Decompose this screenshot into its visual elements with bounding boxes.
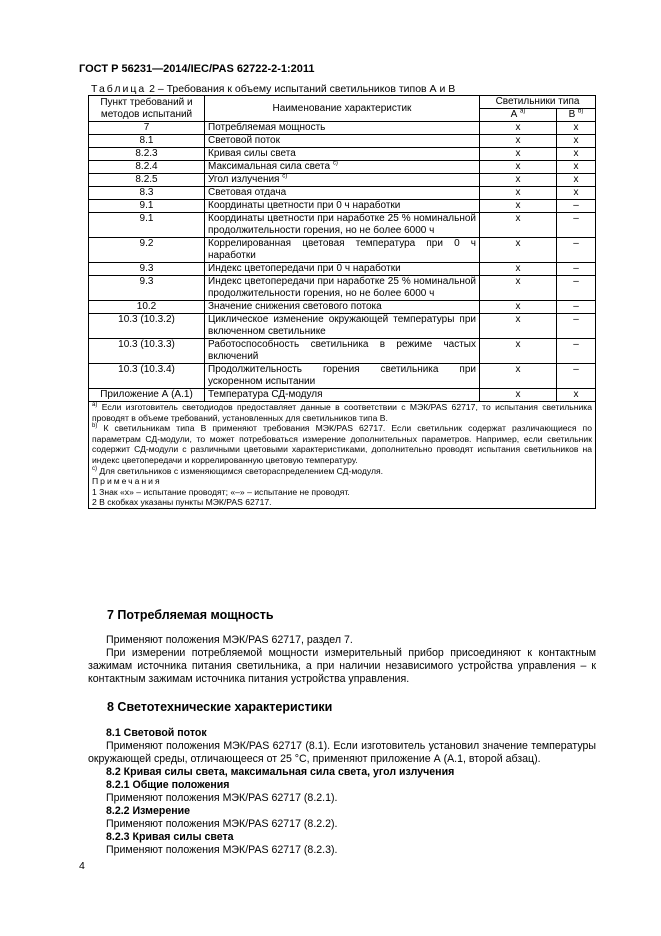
table-row — [89, 314, 596, 339]
type-b-cell: – — [557, 238, 596, 263]
characteristic-cell: Координаты цветности при 0 ч наработки — [205, 200, 480, 213]
characteristic-cell: Коррелированная цветовая температура при 0 ч наработки — [205, 238, 480, 263]
clause-cell: 9.3 — [89, 263, 205, 276]
clause-cell: 9.3 — [89, 276, 205, 301]
characteristic-cell: Потребляемая мощность — [205, 122, 480, 135]
type-a-cell: x — [480, 148, 557, 161]
type-a-cell: x — [480, 135, 557, 148]
heading-8-2-2: 8.2.2 Измерение — [106, 805, 191, 817]
characteristic-cell: Температура СД-модуля — [205, 389, 480, 402]
document-header: ГОСТ Р 56231—2014/IEC/PAS 62722-2-1:2011 — [79, 63, 315, 75]
clause-cell: 9.1 — [89, 213, 205, 238]
type-b-cell: – — [557, 200, 596, 213]
notes-heading: Примечания — [92, 476, 162, 487]
heading-8-2-3: 8.2.3 Кривая силы света — [106, 831, 234, 843]
characteristic-cell: Кривая силы света — [205, 148, 480, 161]
para-8-1: Применяют положения МЭК/PAS 62717 (8.1). Если изготовитель установил значение температуры окружающей среды, отличающееся от 25 °С, применяют приложение А (А.1, второй абзац). — [88, 740, 596, 765]
section-8-title: 8 Светотехнические характеристики — [107, 700, 333, 714]
type-b-cell: x — [557, 122, 596, 135]
characteristic-cell: Максимальная сила света $^{c)}$ — [205, 161, 480, 174]
type-a-cell: x — [480, 174, 557, 187]
type-b-cell: – — [557, 301, 596, 314]
type-b-cell: – — [557, 314, 596, 339]
table-row — [89, 187, 596, 200]
header-characteristics: Наименование характеристик — [205, 96, 480, 122]
header-type-a: А $^{а)}$ — [480, 109, 557, 122]
table-row — [89, 339, 596, 364]
type-a-cell: x — [480, 364, 557, 389]
characteristic-cell: Индекс цветопередачи при 0 ч наработки — [205, 263, 480, 276]
characteristic-cell: Значение снижения светового потока — [205, 301, 480, 314]
section-7-p2: При измерении потребляемой мощности измерительный прибор присоединяют к контактным зажимам источника питания светильника, а при наличии независимого устройства управления – к контактным зажимам источника питания устройства управления. — [88, 647, 596, 685]
table-row — [89, 213, 596, 238]
clause-cell: 10.3 (10.3.2) — [89, 314, 205, 339]
type-a-cell: x — [480, 314, 557, 339]
caption-text: 2 – Требования к объему испытаний светильников типов А и В — [146, 83, 456, 95]
section-8-body — [88, 727, 596, 857]
table-row — [89, 135, 596, 148]
footnote-b: К светильникам типа В применяют требования МЭК/PAS 62717. Если светильник содержат различающиеся по параметрам СД-модули, то может потребоваться измерение дополнительных параметров. Например, если светильник содержит СД-модули с различными цветовыми характеристиками, дополнительно проводят испытания светильников на индекс цветопередачи и коррелированную цветовую температуру. — [92, 423, 592, 465]
clause-cell: Приложение А (А.1) — [89, 389, 205, 402]
characteristic-cell: Индекс цветопередачи при наработке 25 % номинальной продолжительности горения, но не более 6000 ч — [205, 276, 480, 301]
type-a-cell: x — [480, 213, 557, 238]
note-2: 2 В скобках указаны пункты МЭК/PAS 62717. — [92, 497, 272, 508]
type-b-cell: x — [557, 187, 596, 200]
heading-8-2-1: 8.2.1 Общие положения — [106, 779, 230, 791]
table-row — [89, 276, 596, 301]
clause-cell: 9.2 — [89, 238, 205, 263]
clause-cell: 8.2.3 — [89, 148, 205, 161]
header-type-b: В $^{b)}$ — [557, 109, 596, 122]
para-8-2-3: Применяют положения МЭК/PAS 62717 (8.2.3). — [106, 844, 338, 856]
clause-cell: 8.2.4 — [89, 161, 205, 174]
clause-cell: 10.2 — [89, 301, 205, 314]
type-b-cell: – — [557, 263, 596, 276]
characteristic-cell: Циклическое изменение окружающей температуры при включенном светильнике — [205, 314, 480, 339]
type-b-cell: x — [557, 148, 596, 161]
type-b-cell: – — [557, 364, 596, 389]
heading-8-1: 8.1 Световой поток — [106, 727, 207, 739]
clause-cell: 10.3 (10.3.3) — [89, 339, 205, 364]
para-8-2-2: Применяют положения МЭК/PAS 62717 (8.2.2). — [106, 818, 338, 830]
type-a-cell: x — [480, 187, 557, 200]
type-b-cell: x — [557, 135, 596, 148]
clause-cell: 9.1 — [89, 200, 205, 213]
para-8-2-1: Применяют положения МЭК/PAS 62717 (8.2.1). — [106, 792, 338, 804]
type-a-cell: x — [480, 339, 557, 364]
note-1: 1 Знак «x» – испытание проводят; «–» – испытание не проводят. — [92, 486, 350, 497]
type-a-cell: x — [480, 389, 557, 402]
type-b-cell: x — [557, 174, 596, 187]
characteristic-cell: Координаты цветности при наработке 25 % номинальной продолжительности горения, но не более 6000 ч — [205, 213, 480, 238]
type-a-cell: x — [480, 161, 557, 174]
table-row — [89, 301, 596, 314]
table-row — [89, 200, 596, 213]
type-b-cell: – — [557, 213, 596, 238]
clause-cell: 8.3 — [89, 187, 205, 200]
characteristic-cell: Угол излучения $^{c)}$ — [205, 174, 480, 187]
characteristic-cell: Световая отдача — [205, 187, 480, 200]
characteristic-cell: Продолжительность горения светильника при ускоренном испытании — [205, 364, 480, 389]
footnote-a: Если изготовитель светодиодов предоставляет данные в соответствии с МЭК/PAS 62717, то испытания светильника проводят в объеме требований, установленных для светильников типа В. — [92, 402, 592, 423]
table-row — [89, 161, 596, 174]
section-7-title: 7 Потребляемая мощность — [107, 608, 274, 622]
table-row — [89, 238, 596, 263]
header-luminaire-type: Светильники типа — [480, 96, 596, 109]
type-b-cell: x — [557, 161, 596, 174]
characteristic-cell: Работоспособность светильника в режиме частых включений — [205, 339, 480, 364]
clause-cell: 8.2.5 — [89, 174, 205, 187]
clause-cell: 7 — [89, 122, 205, 135]
type-a-cell: x — [480, 276, 557, 301]
header-clause: Пункт требований и методов испытаний — [89, 96, 205, 122]
footnote-c: Для светильников с изменяющимся светораспределением СД-модуля. — [99, 465, 384, 476]
table-row — [89, 389, 596, 402]
table-row — [89, 174, 596, 187]
section-7-body — [88, 634, 596, 686]
type-a-cell: x — [480, 263, 557, 276]
type-b-cell: x — [557, 389, 596, 402]
table-notes: $^{а)}$ Если изготовитель светодиодов предоставляет данные в соответствии с МЭК/PAS 62717, то испытания светильника проводят в объеме требований, установленных для светильников типа В. $^{b)}$ К светильникам типа В применяют требования МЭК/PAS 62717. Если светильник содержат различающиеся по параметрам СД-модули, то может потребоваться измерение дополнительных параметров. Например, если светильник содержит СД-модули с различными цветовыми характеристиками, дополнительно проводят испытания светильников на индекс цветопередачи и коррелированную цветовую температуру. $^{c)}$ Для светильников с изменяющимся светораспределением СД-модуля. Примечания 1 Знак «x» – испытание проводят; «–» – испытание не проводят. 2 В скобках указаны пункты МЭК/PAS 62717. — [89, 402, 596, 509]
page-number: 4 — [79, 860, 85, 872]
type-b-cell: – — [557, 339, 596, 364]
clause-cell: 10.3 (10.3.4) — [89, 364, 205, 389]
table-row — [89, 263, 596, 276]
requirements-table — [88, 95, 596, 509]
table-row — [89, 148, 596, 161]
section-7-p1: Применяют положения МЭК/PAS 62717, раздел 7. — [106, 634, 353, 646]
type-a-cell: x — [480, 200, 557, 213]
table-row — [89, 122, 596, 135]
type-a-cell: x — [480, 301, 557, 314]
type-a-cell: x — [480, 238, 557, 263]
characteristic-cell: Световой поток — [205, 135, 480, 148]
type-a-cell: x — [480, 122, 557, 135]
clause-cell: 8.1 — [89, 135, 205, 148]
table-caption — [91, 83, 455, 95]
heading-8-2: 8.2 Кривая силы света, максимальная сила света, угол излучения — [106, 766, 455, 778]
table-row — [89, 364, 596, 389]
type-b-cell: – — [557, 276, 596, 301]
caption-word: Таблица — [91, 83, 147, 95]
